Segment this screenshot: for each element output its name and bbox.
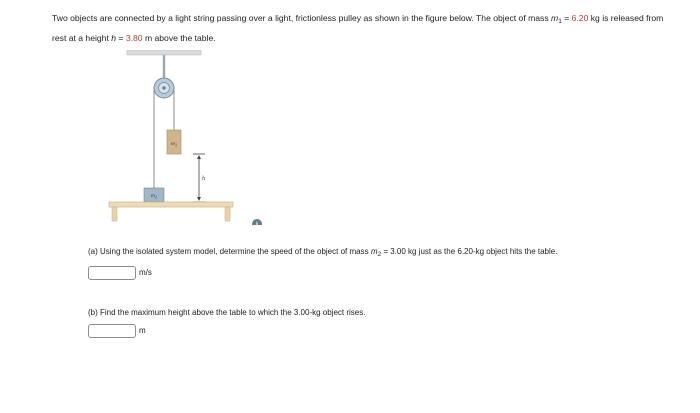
m2-symbol: m (370, 247, 378, 256)
part-a-unit: m/s (139, 268, 152, 277)
problem-text-2: = (561, 13, 572, 23)
m1-label: m (171, 141, 175, 147)
m1-label-subscript: 1 (174, 142, 177, 148)
svg-text:m2 (151, 193, 157, 200)
part-b-unit: m (139, 326, 146, 335)
table (109, 202, 233, 221)
part-a (88, 243, 668, 281)
part-b-question: (b) Find the maximum height above the table to which the 3.00-kg object rises. (88, 308, 366, 317)
part-b-answer-input[interactable] (88, 324, 136, 338)
h-value: 3.80 (125, 33, 143, 43)
part-a-question (88, 243, 668, 263)
m2-subscript: 2 (377, 251, 382, 258)
problem-text-4: = (116, 33, 126, 43)
m2-label: m (151, 193, 155, 199)
part-a-answer-input[interactable] (88, 266, 136, 280)
h-symbol: h (111, 33, 117, 43)
ceiling (127, 50, 201, 55)
height-indicator (193, 154, 205, 202)
svg-text:i: i (256, 220, 258, 225)
m1-value: 6.20 (571, 13, 589, 23)
info-icon[interactable] (252, 219, 262, 225)
part-b (88, 304, 668, 339)
problem-text-3: kg is released from rest at a height (52, 13, 664, 43)
block-m1 (167, 130, 181, 154)
problem-text-5: m above the table. (142, 33, 216, 43)
pulley-figure (105, 50, 275, 225)
problem-statement (52, 10, 672, 47)
m1-subscript: 1 (558, 18, 562, 25)
pulley-diagram (105, 50, 275, 225)
part-a-text-1: (a) Using the isolated system model, determine the speed of the object of mass (88, 247, 371, 256)
m2-label-subscript: 2 (154, 194, 157, 200)
problem-text-1: Two objects are connected by a light string passing over a light, frictionless pulley as shown in the figure below. The object of mass (52, 13, 552, 23)
part-a-text-2: = 3.00 kg just as the 6.20-kg object hits the table. (381, 247, 558, 256)
h-label: h (202, 176, 205, 182)
block-m2 (144, 188, 164, 202)
part-a-answer-row (88, 264, 668, 281)
pulley (154, 78, 174, 98)
m1-symbol: m (551, 13, 559, 23)
part-b-answer-row (88, 322, 668, 339)
svg-text:m1 (171, 141, 177, 148)
